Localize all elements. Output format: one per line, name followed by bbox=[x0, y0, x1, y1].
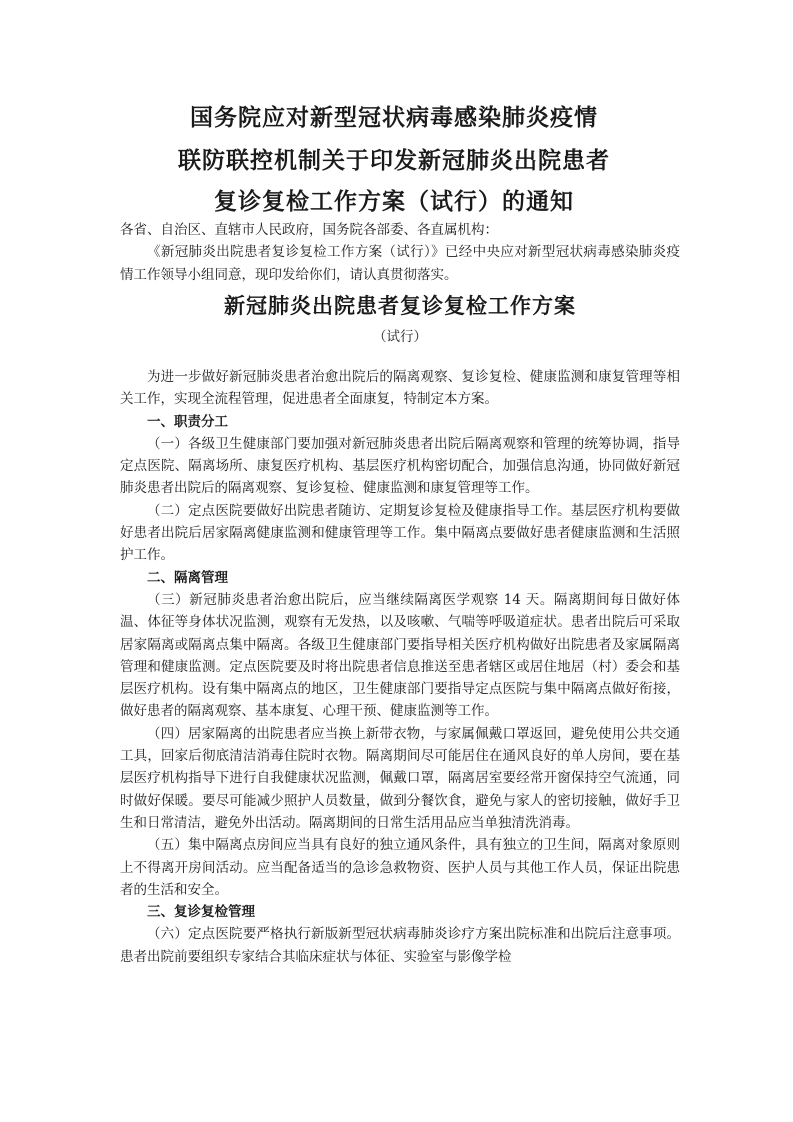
plan-header bbox=[120, 290, 680, 345]
section-heading-1: 一、职责分工 bbox=[147, 413, 228, 430]
plan-intro: 为进一步做好新冠肺炎患者治愈出院后的隔离观察、复诊复检、健康监测和康复管理等相关工作，实现全流程管理，促进患者全面康复，特制定本方案。 bbox=[120, 369, 680, 408]
section-heading-2: 二、隔离管理 bbox=[147, 569, 228, 586]
doc-title-line-3: 复诊复检工作方案（试行）的通知 bbox=[214, 188, 574, 215]
notice-block bbox=[120, 219, 680, 286]
notice-body: 《新冠肺炎出院患者复诊复检工作方案（试行）》已经中央应对新型冠状病毒感染肺炎疫情工作领导小组同意，现印发给你们，请认真贯彻落实。 bbox=[120, 244, 680, 283]
plan-body bbox=[120, 366, 680, 968]
plan-subtitle: （试行） bbox=[373, 329, 427, 345]
paragraph-3: （三）新冠肺炎患者治愈出院后，应当继续隔离医学观察 14 天。隔离期间每日做好体温、体征等身体状况监测，观察有无发热，以及咳嗽、气喘等呼吸道症状。患者出院后可采取居家隔离或隔离点集中隔离。各级卫生健康部门要指导相关医疗机构做好出院患者及家属隔离管理和健康监测。定点医院要及时将出院患者信息推送至患者辖区或居住地居（村）委会和基层医疗机构。设有集中隔离点的地区，卫生健康部门要指导定点医院与集中隔离点做好衔接，做好患者的隔离观察、基本康复、心理干预、健康监测等工作。 bbox=[120, 591, 680, 720]
paragraph-1: （一）各级卫生健康部门要加强对新冠肺炎患者出院后隔离观察和管理的统筹协调，指导定点医院、隔离场所、康复医疗机构、基层医疗机构密切配合，加强信息沟通，协同做好新冠肺炎患者出院后的隔离观察、复诊复检、健康监测和康复管理等工作。 bbox=[120, 435, 680, 497]
plan-title: 新冠肺炎出院患者复诊复检工作方案 bbox=[224, 293, 576, 318]
paragraph-5: （五）集中隔离点房间应当具有良好的独立通风条件，具有独立的卫生间，隔离对象原则上不得离开房间活动。应当配备适当的急诊急救物资、医护人员与其他工作人员，保证出院患者的生活和安全。 bbox=[120, 837, 680, 898]
notice-addressee: 各省、自治区、直辖市人民政府，国务院各部委、各直属机构： bbox=[120, 222, 498, 238]
paragraph-2: （二）定点医院要做好出院患者随访、定期复诊复检及健康指导工作。基层医疗机构要做好患者出院后居家隔离健康监测和健康管理等工作。集中隔离点要做好患者健康监测和生活照护工作。 bbox=[120, 502, 680, 564]
section-heading-3: 三、复诊复检管理 bbox=[147, 904, 255, 921]
doc-title-line-2: 联防联控机制关于印发新冠肺炎出院患者 bbox=[178, 147, 610, 174]
paragraph-6: （六）定点医院要严格执行新版新型冠状病毒肺炎诊疗方案出院标准和出院后注意事项。患者出院前要组织专家结合其临床症状与体征、实验室与影像学检 bbox=[120, 926, 680, 965]
paragraph-4: （四）居家隔离的出院患者应当换上新带衣物，与家属佩戴口罩返回，避免使用公共交通工具，回家后彻底清洁消毒住院时衣物。隔离期间尽可能居住在通风良好的单人房间，要在基层医疗机构指导下进行自我健康状况监测，佩戴口罩，隔离居室要经常开窗保持空气流通，同时做好保暖。要尽可能减少照护人员数量，做到分餐饮食，避免与家人的密切接触，做好手卫生和日常清洁，避免外出活动。隔离期间的日常生活用品应当单独清洗消毒。 bbox=[120, 725, 680, 831]
doc-title-line-1: 国务院应对新型冠状病毒感染肺炎疫情 bbox=[190, 104, 598, 131]
